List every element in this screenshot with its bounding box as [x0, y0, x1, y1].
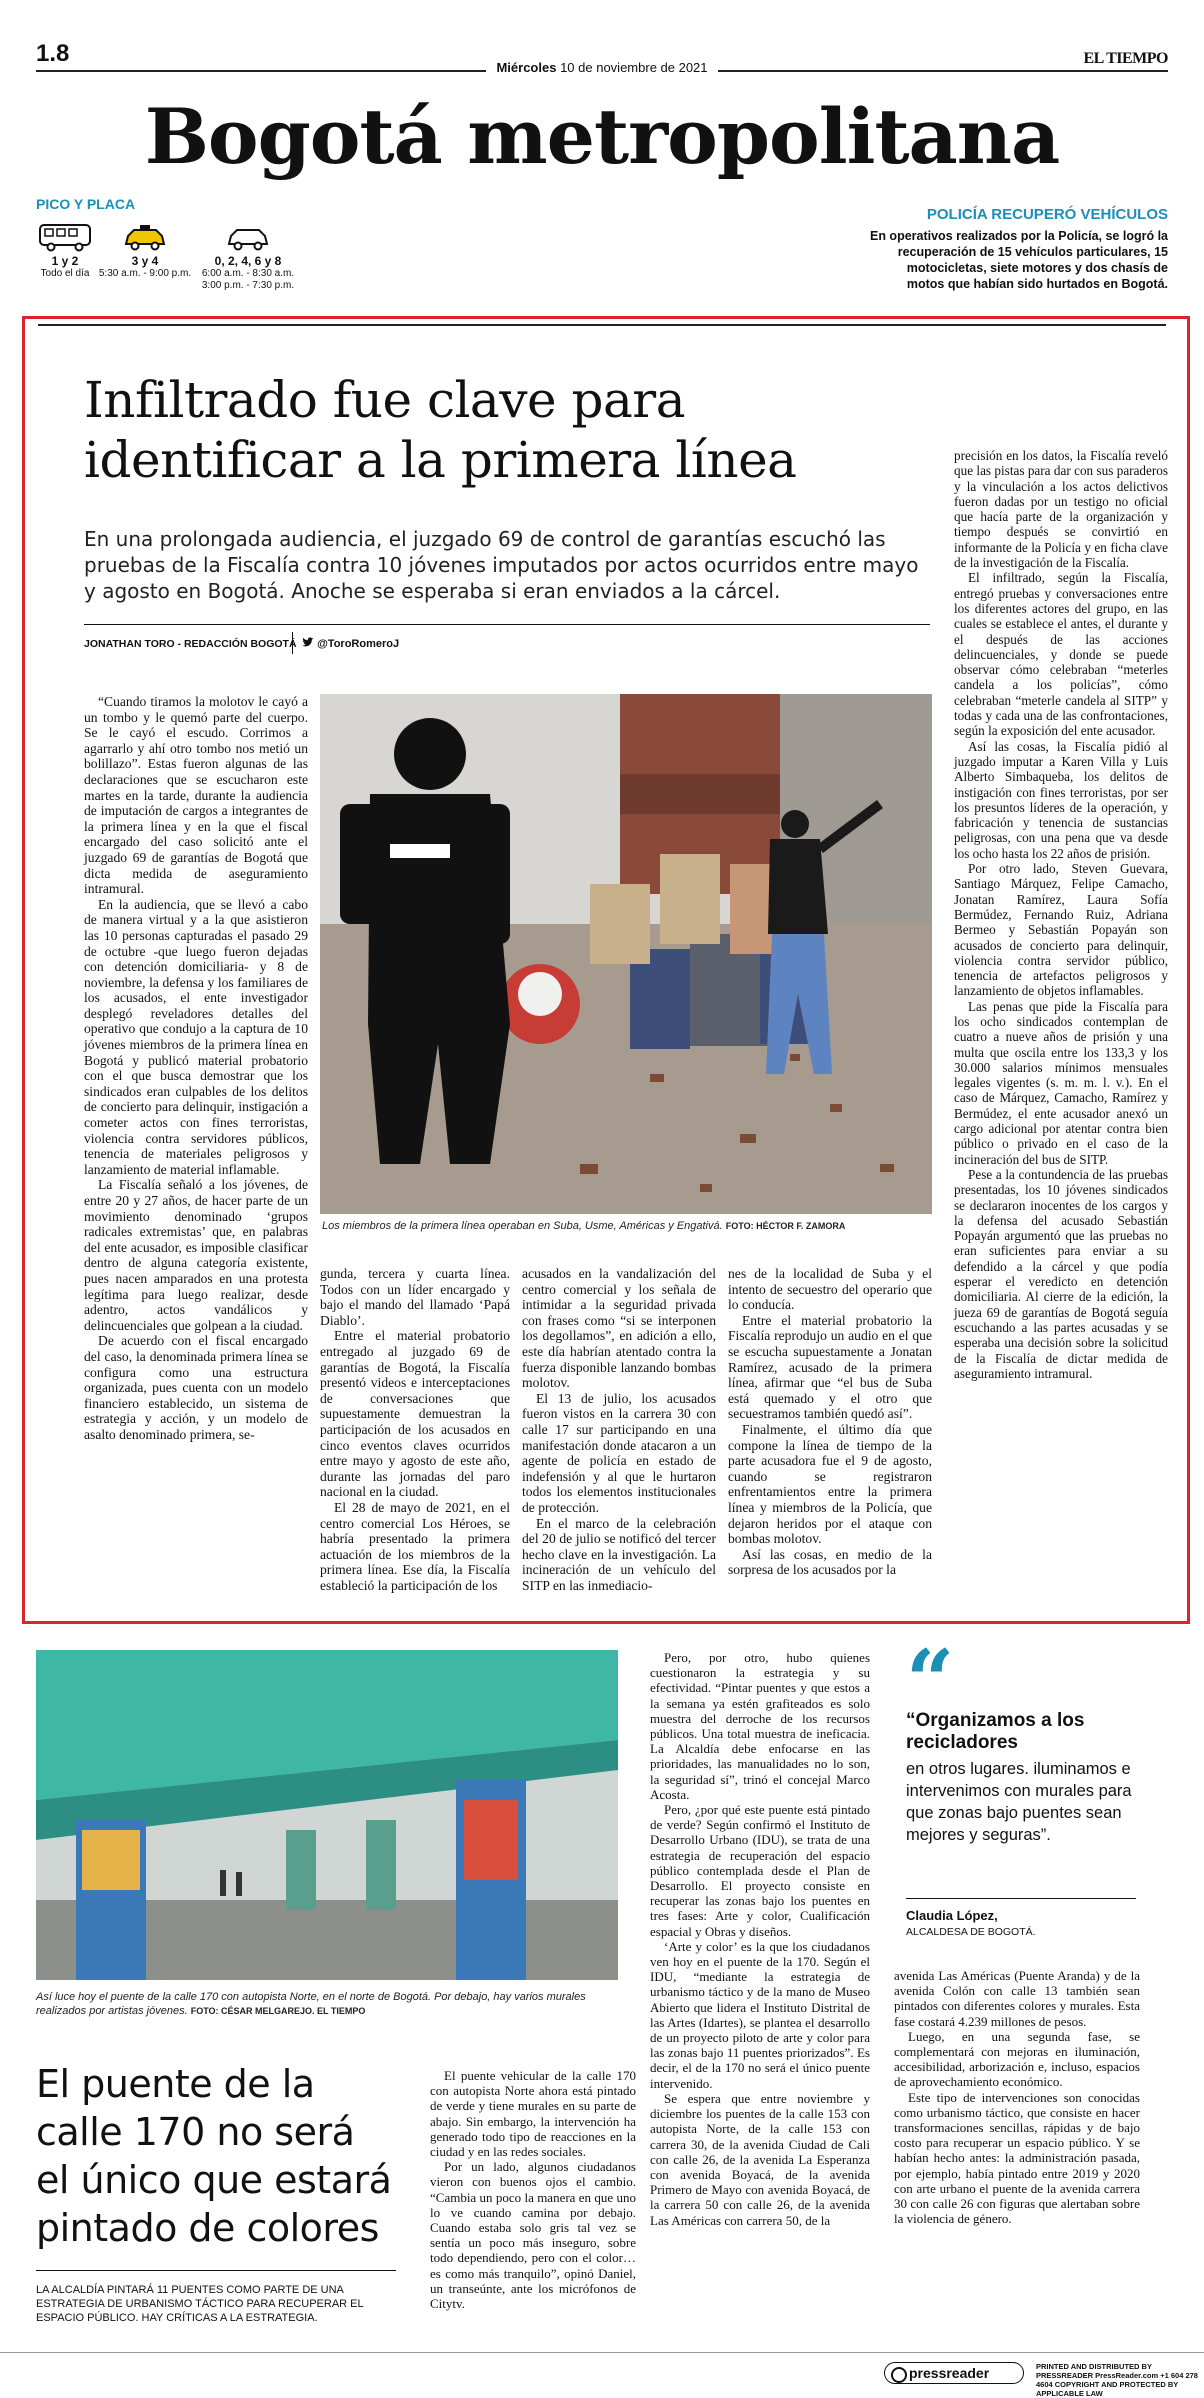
byline: JONATHAN TORO - REDACCIÓN BOGOTÁ: [84, 638, 297, 650]
bridge-photo-caption: Así luce hoy el puente de la calle 170 con autopista Norte, en el norte de Bogotá. Por debajo, hay varios murales realizados por artistas jóvenes. FOTO: CÉSAR MELGAREJO. EL TIEMPO: [36, 1991, 586, 2017]
paragraph: avenida Las Américas (Puente Aranda) y de la avenida Colón con calle 13 también sean pintados con diferentes colores y murales. Esta fase costará 4.239 millones de pesos.: [894, 1968, 1140, 2029]
taxi-icon: [122, 222, 168, 252]
bus-icon: [38, 222, 92, 252]
brief-text: En operativos realizados por la Policía, se logró la recuperación de 15 vehículos particulares, 15 motocicletas, siete motores y dos chasís de motos que habían sido hurtados en Bogotá.: [869, 229, 1168, 291]
paragraph: Las penas que pide la Fiscalía para los ocho sindicados contemplan de cuatro a nueve años de prisión y una multa que oscila entre los 133,3 y los 30.000 salarios mínimos mensuales legales vigentes (s. m. m. l. v.). En el caso de Márquez, Camacho, Ramírez y Bermúdez, el ente acusador anexó un cargo adicional por atentar contra bien público o privado en el caso de la incineración del bus de SITP.: [954, 998, 1168, 1167]
photo-illustration: [36, 1650, 618, 1980]
second-deck: LA ALCALDÍA PINTARÁ 11 PUENTES COMO PARTE DE UNA ESTRATEGIA DE URBANISMO TÁCTICO PARA RECUPERAR EL ESPACIO PÚBLICO. HAY CRÍTICAS A LA ESTRATEGIA.: [36, 2284, 364, 2324]
article-top-rule: [38, 324, 1166, 326]
pressreader-logo: pressreader: [884, 2362, 1024, 2384]
page-number: 1.8: [36, 40, 70, 67]
byline-rule: [84, 624, 930, 625]
quote-text: en otros lugares. iluminamos e intervenimos con murales para que zonas bajo puentes sean mejores y seguras”.: [906, 1760, 1132, 1844]
paragraph: Este tipo de intervenciones son conocidas como urbanismo táctico, que consiste en hacer transformaciones sencillas, rápidas y de bajo costo para recuperar un espacio público. Y se habían hecho antes: la administración pasada, por ejemplo, había pintado entre 2019 y 2020 con arte urbano el puente de la avenida carrera 30 con calle 26 con figuras que alertaban sobre la violencia de género.: [894, 2089, 1140, 2227]
paragraph: La Fiscalía señaló a los jóvenes, de entre 20 y 27 años, de hacer parte de un movimiento denominado ‘grupos radicales extremistas’ que, en palabras del ente acusador, es imposible clasificar dentro de alguna categoría existente, pues nacen amparados en una protesta legítima para luego realizar, desde adentro, actos vandálicos y delincuenciales que golpean a la ciudad.: [84, 1177, 308, 1333]
paragraph: acusados en la vandalización del centro comercial y los señala de intimidar a la seguridad privada con frases como “si se interponen los degollamos”, en adición a ello, este día habrían atentado contra la fuerza disponible lanzando bombas molotov.: [522, 1266, 716, 1391]
paragraph: El puente vehicular de la calle 170 con autopista Norte ahora está pintado de verde y tiene murales en su parte de abajo. Sin embargo, la intervención ha generado todo tipo de reacciones en la ciudad y en las redes sociales.: [430, 2068, 636, 2160]
newspaper-logo: EL TIEMPO: [1083, 50, 1168, 67]
car-icon: [225, 222, 271, 252]
paragraph: Luego, en una segunda fase, se complementará con mejoras en iluminación, accesibilidad, arborización e, incluso, espacios de aprovechamiento económico.: [894, 2028, 1140, 2090]
quote-author-role: ALCALDESA DE BOGOTÁ.: [906, 1926, 1036, 1938]
paragraph: Pero, ¿por qué este puente está pintado de verde? Según confirmó el Instituto de Desarrollo Urbano (IDU), se trata de una estrategia de recuperación del espacio público contemplada desde el Plan de Desarrollo. El proyecto consiste en recuperar las zonas bajo los puentes en tres fases: Arte y color, Cualificación espacial y Obras y diseños.: [650, 1802, 870, 1939]
paragraph: Entre el material probatorio la Fiscalía reprodujo un audio en el que se escucha supuestamente a Jonatan Ramírez, acusado de la primera línea, afirmar que “el bus de Suba está quemado y el otro que secuestramos también quedó así”.: [728, 1312, 932, 1422]
twitter-handle[interactable]: @ToroRomeroJ: [302, 637, 399, 650]
quote-mark-icon: “: [906, 1631, 955, 1730]
paragraph: Por un lado, algunos ciudadanos vieron con buenos ojos el cambio. “Cambia un poco la manera en que uno lo ve cuando camina por debajo. Cuando estaba solo gris tal vez se sentía un poco más inseguro, sobre todo dependiendo, pero con el color… es como más tranquilo”, opinó Daniel, un transeúnte, ante los micrófonos de Citytv.: [430, 2159, 636, 2312]
twitter-icon: [302, 637, 314, 648]
pico-item-taxi: 3 y 4 5:30 a.m. - 9:00 p.m.: [98, 222, 192, 280]
article-col-3: [522, 1266, 716, 1593]
pico-placa-title: PICO Y PLACA: [36, 196, 136, 212]
paragraph: El 28 de mayo de 2021, en el centro comercial Los Héroes, se habría presentado la primera actuación de los miembros de la primera línea. Ese día, la Fiscalía estableció la participación de los: [320, 1499, 510, 1593]
pressreader-notice: PRINTED AND DISTRIBUTED BY PRESSREADER PressReader.com +1 604 278 4604 COPYRIGHT AND PROTECTED BY APPLICABLE LAW: [1036, 2362, 1198, 2398]
issue-date: Miércoles 10 de noviembre de 2021: [0, 60, 1204, 75]
article-col-5: [954, 448, 1168, 1381]
paragraph: Por otro lado, Steven Guevara, Santiago Márquez, Felipe Camacho, Jonatan Ramírez, Laura Sofía Bermúdez, Fernando Ruiz, Adriana Bermeo y Sebastián Popayán son acusados de concierto para delinquir, violencia contra servidor público, tenencia de artefactos peligrosos y lanzamiento de objetos inflamables.: [954, 861, 1168, 999]
article-headline: Infiltrado fue clave para identificar a la primera línea: [84, 371, 797, 489]
second-headline-rule: [36, 2270, 396, 2271]
paragraph: Así las cosas, en medio de la sorpresa de los acusados por la: [728, 1546, 932, 1578]
paragraph: “Cuando tiramos la molotov le cayó a un tombo y le quemó parte del cuerpo. Se le cayó el escudo. Corrimos a agarrarlo y ahí otro tombo nos metió un bolillazo”. Estas fueron algunas de las declaraciones que se escucharon este martes en la tarde, durante la audiencia de imputación de cargos a integrantes de la primera línea y en la que el fiscal encargado del caso solicitó ante el juzgado 69 de garantías de Bogotá que dicta medida de aseguramiento intramural.: [84, 694, 308, 897]
paragraph: En el marco de la celebración del 20 de julio se notificó del tercer hecho clave en la investigación. La incineración de un vehículo del SITP en las inmediacio-: [522, 1515, 716, 1593]
section-title: Bogotá metropolitana: [144, 92, 1060, 181]
photo-illustration: [320, 694, 932, 1214]
pico-item-car: 0, 2, 4, 6 y 8 6:00 a.m. - 8:30 a.m. 3:00 p.m. - 7:30 p.m.: [196, 222, 300, 292]
article-col-1: [84, 694, 308, 1443]
paragraph: El 13 de julio, los acusados fueron vistos en la carrera 30 con calle 17 sur participando en una manifestación donde atacaron a un agente de policía en estado de indefensión y al que le hurtaron todos los elementos institucionales de protección.: [522, 1390, 716, 1515]
bridge-photo: [36, 1650, 618, 1980]
footer-rule: [0, 2352, 1204, 2353]
pico-item-bus: 1 y 2 Todo el día: [36, 222, 94, 280]
paragraph: Se espera que entre noviembre y diciembre los puentes de la calle 153 con autopista Norte, de la calle 153 con carrera 30, de la avenida Ciudad de Cali con calle 26, de la avenida La Esperanza con avenida Boyacá, de la avenida Primero de Mayo con avenida Boyacá, de la carrera 50 con calle 26, de la avenida Las Américas con carrera 50, de la: [650, 2090, 870, 2228]
protest-photo: [320, 694, 932, 1214]
paragraph: En la audiencia, que se llevó a cabo de manera virtual y a la que asistieron las 10 personas capturadas el pasado 29 de octubre -que luego fueron dejadas con detención domiciliaria- y 8 de noviembre, la defensa y los familiares de los acusados, el ente investigador desplegó reveladores detalles del operativo que condujo a la captura de 10 jóvenes miembros de la primera línea en Bogotá y publicó material probatorio con el que busca demostrar que los sindicados eran culpables de los delitos de concierto para delinquir, instigación a cometer actos con fines terroristas, violencia contra servidores públicos, tenencia de materiales peligrosos y lanzamiento de material inflamable.: [84, 896, 308, 1177]
photo-caption: Los miembros de la primera línea operaban en Suba, Usme, Américas y Engativá. FOTO: HÉCTOR F. ZAMORA: [322, 1220, 846, 1232]
article-col-2: [320, 1266, 510, 1593]
quote-author: Claudia López,: [906, 1908, 998, 1923]
paragraph: nes de la localidad de Suba y el intento de secuestro del operario que lo conducía.: [728, 1266, 932, 1313]
paragraph: Pero, por otro, hubo quienes cuestionaron la estrategia y su efectividad. “Pintar puentes y que estos a la semana ya estén grafiteados es solo muestra del derroche de los recursos públicos. Una total muestra de ineficacia. La Alcaldía debe enfocarse en las prioridades, las manualidades no lo son, la seguridad sí”, trinó el concejal Marco Acosta.: [650, 1650, 870, 1802]
paragraph: Pese a la contundencia de las pruebas presentadas, los 10 jóvenes sindicados se declararon inocentes de los cargos y la defensa del acusado Sebastián Popayán argumentó que las pruebas no eran suficientes para enviar a su defendido a la cárcel y que podía esperar el veredicto en detención domiciliaria. Al cierre de la edición, la jueza 69 de garantías de Bogotá seguía escuchando a las partes acusadas y se esperaba una decisión sobre la solicitud de la Fiscalía de dictar medida de aseguramiento intramural.: [954, 1166, 1168, 1381]
paragraph: gunda, tercera y cuarta línea. Todos con un líder encargado y bajo el mando del llamado ‘Papá Diablo’.: [320, 1266, 510, 1328]
paragraph: Así las cosas, la Fiscalía pidió al juzgado imputar a Karen Villa y Luis Alberto Simbaqueba, los delitos de instigación con fines terroristas, por ser los presuntos líderes de la operación, y fabricación y tenencia de sustancias peligrosas, con una pena que va desde los ocho hasta los 22 años de prisión.: [954, 738, 1168, 861]
paragraph: Finalmente, el último día que compone la línea de tiempo de la parte acusadora fue el 9 de agosto, cuando se registraron enfrentamientos entre la primera línea y miembros de la Policía, que dejaron heridos por el ataque con bombas molotov.: [728, 1421, 932, 1547]
paragraph: precisión en los datos, la Fiscalía reveló que las pistas para dar con sus paraderos y la vinculación a los actos delictivos fueron dadas por un testigo no oficial que hacía parte de la organización y tiempo después se convirtió en informante de la Policía y en ficha clave de la investigación de la Fiscalía.: [954, 448, 1168, 571]
article-deck: En una prolongada audiencia, el juzgado 69 de control de garantías escuchó las pruebas de la Fiscalía contra 10 jóvenes imputados por actos ocurridos entre mayo y agosto en Bogotá. Anoche se esperaba si eran enviados a la cárcel.: [84, 527, 919, 603]
second-headline: El puente de la calle 170 no será el único que estará pintado de colores: [36, 2062, 392, 2250]
paragraph: Entre el material probatorio entregado al juzgado 69 de garantías de Bogotá, la Fiscalía presentó videos e interceptaciones de conversaciones que supuestamente demuestran la participación de los acusados en cinco eventos claves ocurridos entre mayo y agosto de este año, durante las jornadas del paro nacional en la ciudad.: [320, 1328, 510, 1500]
byline-separator: [292, 632, 293, 654]
brief-title: POLICÍA RECUPERÓ VEHÍCULOS: [926, 206, 1168, 223]
paragraph: El infiltrado, según la Fiscalía, entregó pruebas y conversaciones entre los diferentes actores del grupo, en las cuales se establece el antes, el durante y el después de las acciones delincuenciales, y donde se puede observar cómo celebraban “meterles candela a los policías”, cómo celebraban “meterle candela al SITP” y todas y cada una de las confrontaciones, según la exposición del ente acusador.: [954, 570, 1168, 739]
quote-lead: “Organizamos a los recicladores: [906, 1710, 1085, 1753]
second-col-2: [650, 1650, 870, 2228]
article-col-4: [728, 1266, 932, 1578]
second-col-1: [430, 2068, 636, 2311]
quote-rule: [906, 1898, 1136, 1899]
paragraph: ‘Arte y color’ es la que los ciudadanos ven hoy en el puente de la 170. Según el IDU, “mediante la estrategia de urbanismo táctico y de la mano de Museo Abierto que lidera el Instituto Distrital de las Artes (Idartes), se plantea el desarrollo de un proyecto piloto de arte y color para las zonas bajo 11 puentes priorizados”. Es decir, el de la 170 no será el único puente intervenido.: [650, 1938, 870, 2091]
second-col-3: [894, 1968, 1140, 2226]
paragraph: De acuerdo con el fiscal encargado del caso, la denominada primera línea se configura como una estructura organizada, pues cuenta con un modelo financiero establecido, un sistema de estrategia y acción, y un modelo de asalto denominado primera, se-: [84, 1333, 308, 1442]
